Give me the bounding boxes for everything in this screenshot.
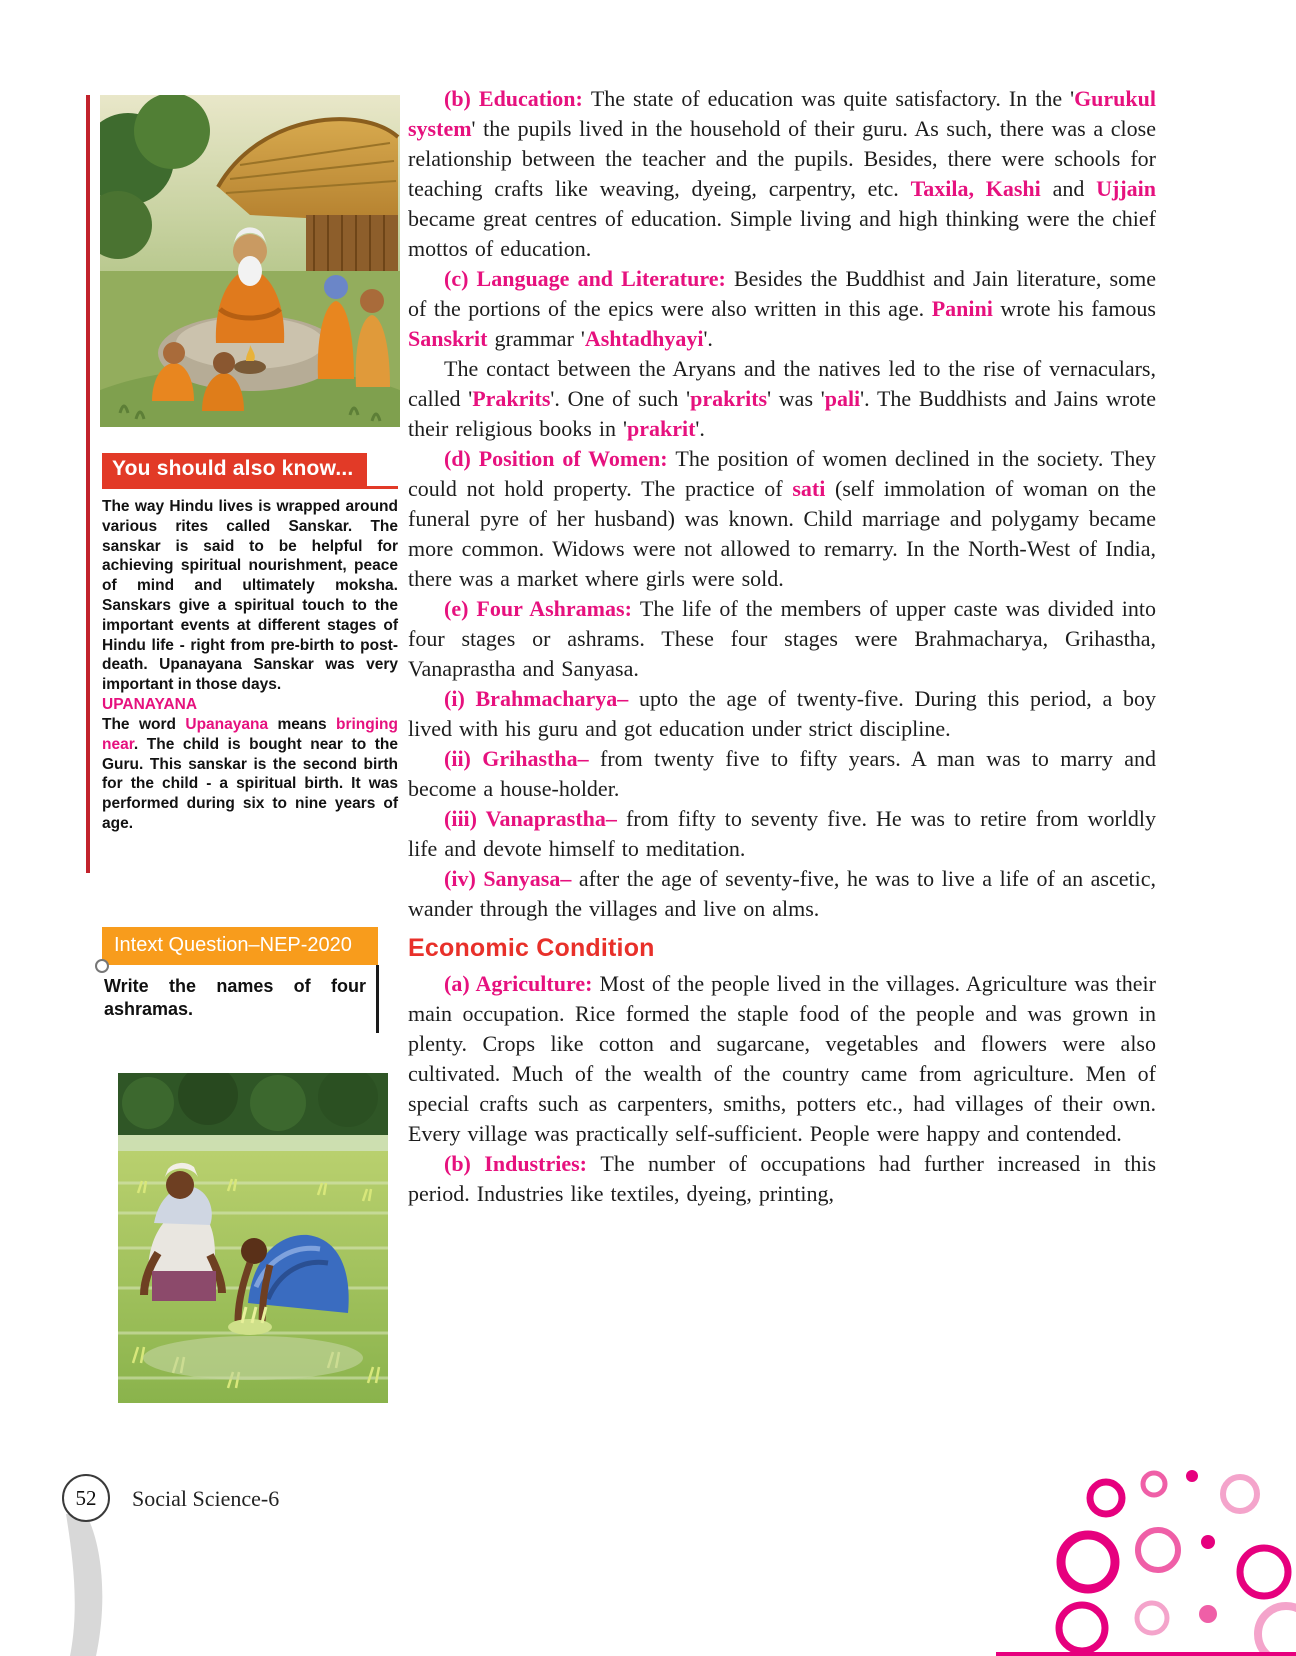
paragraph-vanaprastha: (iii) Vanaprastha– from fifty to seventy five. He was to retire from worldly life and devote himself to meditation. — [408, 806, 1157, 861]
upanayana-heading: UPANAYANA — [102, 695, 198, 713]
intext-question-header — [102, 927, 378, 965]
rice-planting-photo-svg — [118, 1073, 388, 1403]
paragraph-education: (b) Education: The state of education was quite satisfactory. In the 'Gurukul system' the pupils lived in the household of their guru. As such, there was a close relationship between the teacher and the pupils. Besides, there were schools for teaching crafts like weaving, dyeing, carpentry, etc. Taxila, Kashi and Ujjain became great centres of education. Simple living and high thinking were the chief mottos of education. — [408, 86, 1157, 261]
decorative-circles — [996, 1456, 1296, 1656]
know-box-body2: The word Upanayana means bringing near. The child is bought near to the Guru. This sanskar is the second birth for the child - a spiritual birth. It was performed during six to nine years of age. — [102, 715, 398, 832]
paragraph-four-ashramas: (e) Four Ashramas: The life of the members of upper caste was divided into four stages or ashrams. These four stages were Brahmacharya, Grihastha, Vanaprastha and Sanyasa. — [408, 596, 1156, 681]
rice-planting-photo — [118, 1073, 388, 1403]
left-red-rule — [86, 95, 90, 873]
know-box-title: You should also know... — [102, 453, 367, 486]
main-text-column — [408, 84, 1156, 1209]
ring-decoration-icon — [95, 959, 109, 973]
footer-book-title: Social Science-6 — [132, 1486, 280, 1511]
know-box-title-row — [102, 453, 398, 489]
page-number-badge: 52 — [62, 1474, 110, 1522]
paragraph-prakrits: The contact between the Aryans and the natives led to the rise of vernaculars, called 'Prakrits'. One of such 'prakrits' was 'pali'. The Buddhists and Jains wrote their religious books in 'prakrit'. — [408, 356, 1156, 441]
paragraph-sanyasa: (iv) Sanyasa– after the age of seventy-five, he was to live a life of an ascetic, wander through the villages and live on alms. — [408, 866, 1157, 921]
paragraph-brahmacharya: (i) Brahmacharya– upto the age of twenty-five. During this period, a boy lived with his guru and got education under strict discipline. — [408, 686, 1156, 741]
paragraph-agriculture: (a) Agriculture: Most of the people lived in the villages. Agriculture was their main occupation. Rice formed the staple food of the people and was grown in plenty. Crops like cotton and sugarcane, vegetables and flowers were also cultivated. Much of the wealth of the country came from agriculture. Men of special crafts such as carpenters, smiths, potters etc., had villages of their own. Every village was practically self-sufficient. People were happy and contended. — [408, 971, 1156, 1146]
intext-question-text: Write the names of four ashramas. — [102, 965, 379, 1033]
paragraph-language-literature: (c) Language and Literature: Besides the Buddhist and Jain literature, some of the portions of the epics were also written in this age. Panini wrote his famous Sanskrit grammar 'Ashtadhyayi'. — [408, 266, 1156, 351]
guru-teaching-illustration-svg — [100, 95, 400, 427]
know-box — [102, 453, 398, 834]
sidebar — [100, 95, 400, 1415]
know-box-body: The way Hindu lives is wrapped around various rites called Sanskar. The sanskar is said to be helpful for achieving spiritual nourishment, peace of mind and ultimately moksha. Sanskars give a spiritual touch to the important events at different stages of Hindu life - right from pre-birth to post-death. Upanayana Sanskar was very important in those days. — [102, 498, 398, 694]
intext-question-box — [102, 927, 394, 1033]
paragraph-industries: (b) Industries: The number of occupations had further increased in this period. Industries like textiles, dyeing, printing, — [408, 1151, 1157, 1206]
paragraph-position-of-women: (d) Position of Women: The position of women declined in the society. They could not hold property. The practice of sati (self immolation of woman on the funeral pyre of her husband) was known. Child marriage and polygamy became more common. Widows were not allowed to remarry. In the North-West of India, there was a market where girls were sold. — [408, 446, 1157, 591]
paragraph-grihastha: (ii) Grihastha– from twenty five to fifty years. A man was to marry and become a house-holder. — [408, 746, 1156, 801]
gray-swoosh-decoration — [62, 1514, 132, 1656]
guru-teaching-illustration — [100, 95, 400, 427]
economic-condition-heading: Economic Condition — [408, 934, 655, 962]
intext-question-title: Intext Question–NEP-2020 — [114, 934, 352, 956]
